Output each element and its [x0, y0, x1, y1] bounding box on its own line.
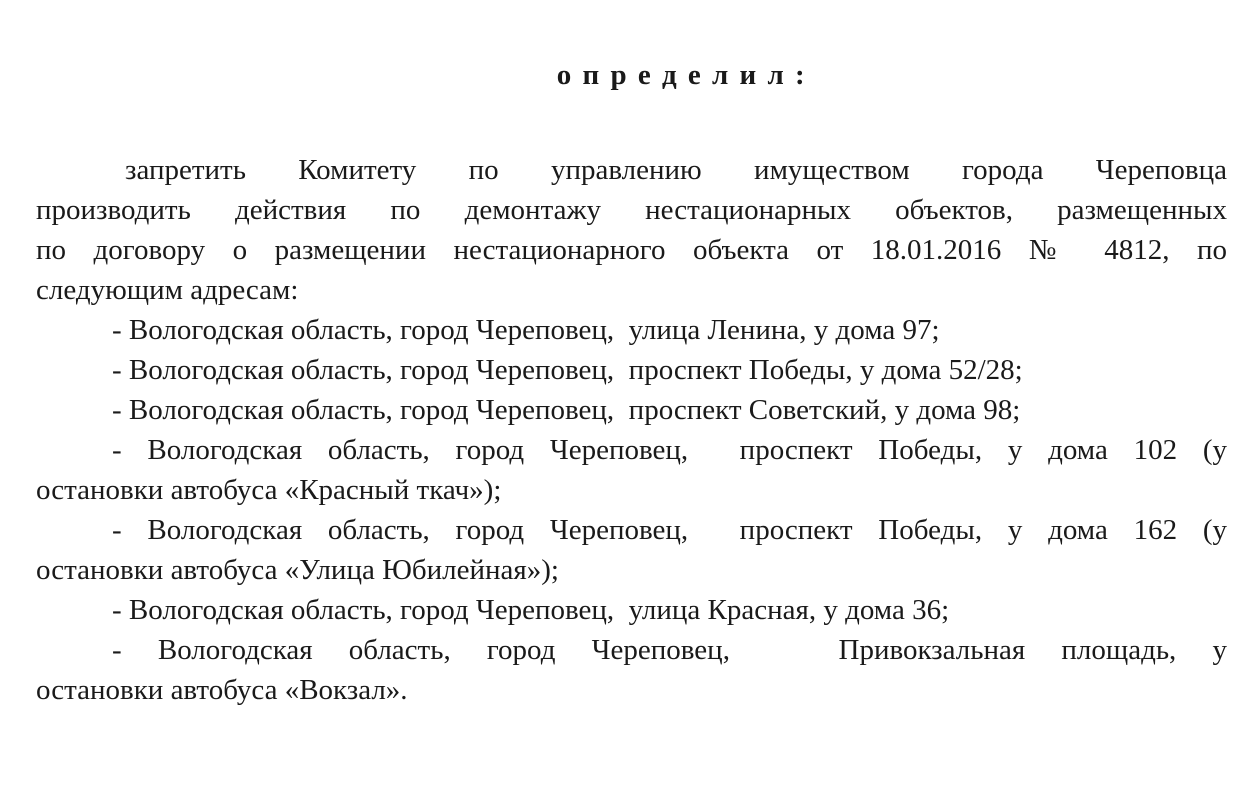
address-line: - Вологодская область, город Череповец, проспект Победы, у дома 52/28; [112, 354, 1023, 386]
address-line: остановки автобуса «Улица Юбилейная»); [36, 554, 559, 586]
address-line: - Вологодская область, город Череповец, проспект Советский, у дома 98; [112, 394, 1021, 426]
address-line: - Вологодская область, город Череповец, улица Красная, у дома 36; [112, 594, 950, 626]
ruling-heading: о п р е д е л и л : [556, 59, 807, 91]
paragraph-line: производить действия по демонтажу нестационарных объектов, размещенных [36, 194, 1227, 226]
address-line: - Вологодская область, город Череповец, проспект Победы, у дома 102 (у [112, 434, 1227, 466]
document-body [36, 150, 1227, 710]
paragraph-line: запретить Комитету по управлению имуществом города Череповца [125, 154, 1227, 186]
address-line: - Вологодская область, город Череповец, улица Ленина, у дома 97; [112, 314, 940, 346]
address-line: остановки автобуса «Красный ткач»); [36, 474, 502, 506]
paragraph-line: следующим адресам: [36, 274, 299, 306]
address-line: - Вологодская область, город Череповец, проспект Победы, у дома 162 (у [112, 514, 1227, 546]
address-line: остановки автобуса «Вокзал». [36, 674, 408, 706]
paragraph-line: по договору о размещении нестационарного объекта от 18.01.2016 № 4812, по [36, 234, 1227, 266]
address-line: - Вологодская область, город Череповец, Привокзальная площадь, у [112, 634, 1227, 666]
